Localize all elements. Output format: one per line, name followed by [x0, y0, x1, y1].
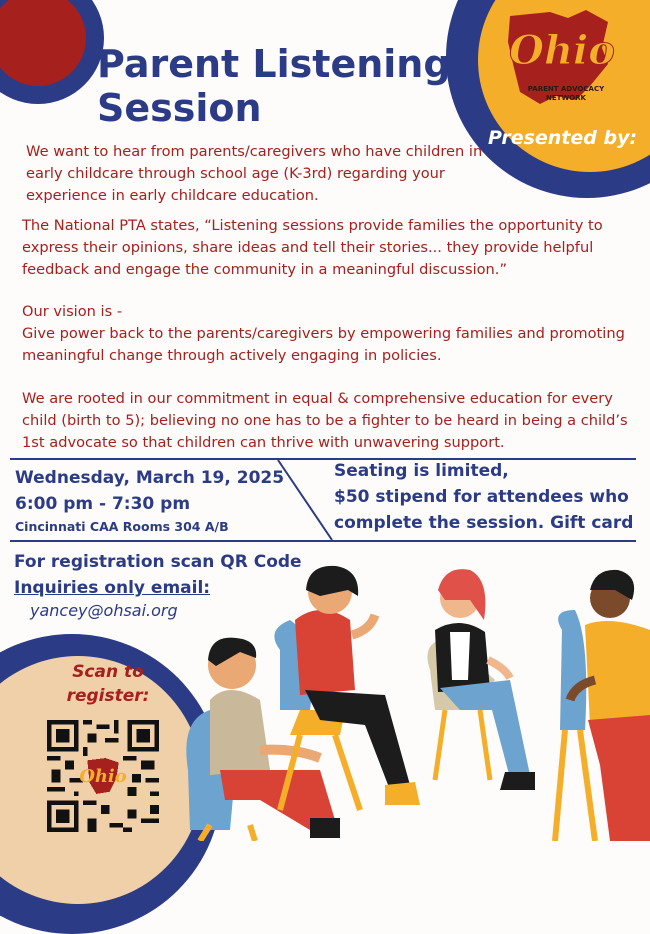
person-3-illustration: [428, 569, 536, 790]
svg-text:Ohio: Ohio: [79, 765, 127, 787]
seating-line1: Seating is limited,: [334, 461, 509, 481]
event-date: Wednesday, March 19, 2025: [15, 468, 285, 488]
scan-label: [62, 660, 154, 708]
vision-heading: Our vision is -: [22, 303, 123, 320]
pta-quote-paragraph: The National PTA states, “Listening sessions provide families the opportunity to express their opinions, share ideas and tell their stories... they provide helpful feedback and engage the community in a meaningful discussion.”: [22, 217, 603, 278]
registration-heading: For registration scan QR Code: [14, 552, 302, 572]
page-title: Parent Listening Session: [97, 42, 451, 130]
presented-by: Presented by:: [488, 127, 638, 149]
scan-label-line1: Scan to: [72, 662, 144, 682]
logo-network-line2: NETWORK: [546, 94, 586, 102]
event-location: Cincinnati CAA Rooms 304 A/B: [15, 519, 229, 534]
commitment-paragraph: We are rooted in our commitment in equal & comprehensive education for every child (birth to 5); believing no one has to be a fighter to be heard in being a child’s 1st advocate so that children can thrive with unwavering support.: [22, 390, 628, 451]
qr-code-icon[interactable]: [47, 720, 159, 832]
ohio-logo: [490, 8, 640, 108]
inquiries-heading: Inquiries only email:: [14, 578, 211, 598]
vision-paragraph: Give power back to the parents/caregivers by empowering families and promoting meaningful change through actively engaging in policies.: [22, 325, 625, 364]
contact-email[interactable]: yancey@ohsai.org: [30, 601, 178, 620]
intro-paragraph: We want to hear from parents/caregivers who have children in early childcare through school age (K-3rd) regarding your experience in early childcare education.: [26, 143, 483, 204]
seating-line3: complete the session. Gift card: [334, 513, 634, 533]
event-time: 6:00 pm - 7:30 pm: [15, 494, 191, 514]
discussion-illustration: [170, 560, 650, 841]
logo-network-line1: PARENT ADVOCACY: [527, 85, 605, 93]
scan-label-line2: register:: [66, 686, 150, 706]
person-4-illustration: [555, 570, 650, 841]
divider-diagonal: [276, 458, 336, 542]
logo-state-text: Ohio: [509, 27, 615, 74]
seating-line2: $50 stipend for attendees who: [334, 487, 629, 507]
